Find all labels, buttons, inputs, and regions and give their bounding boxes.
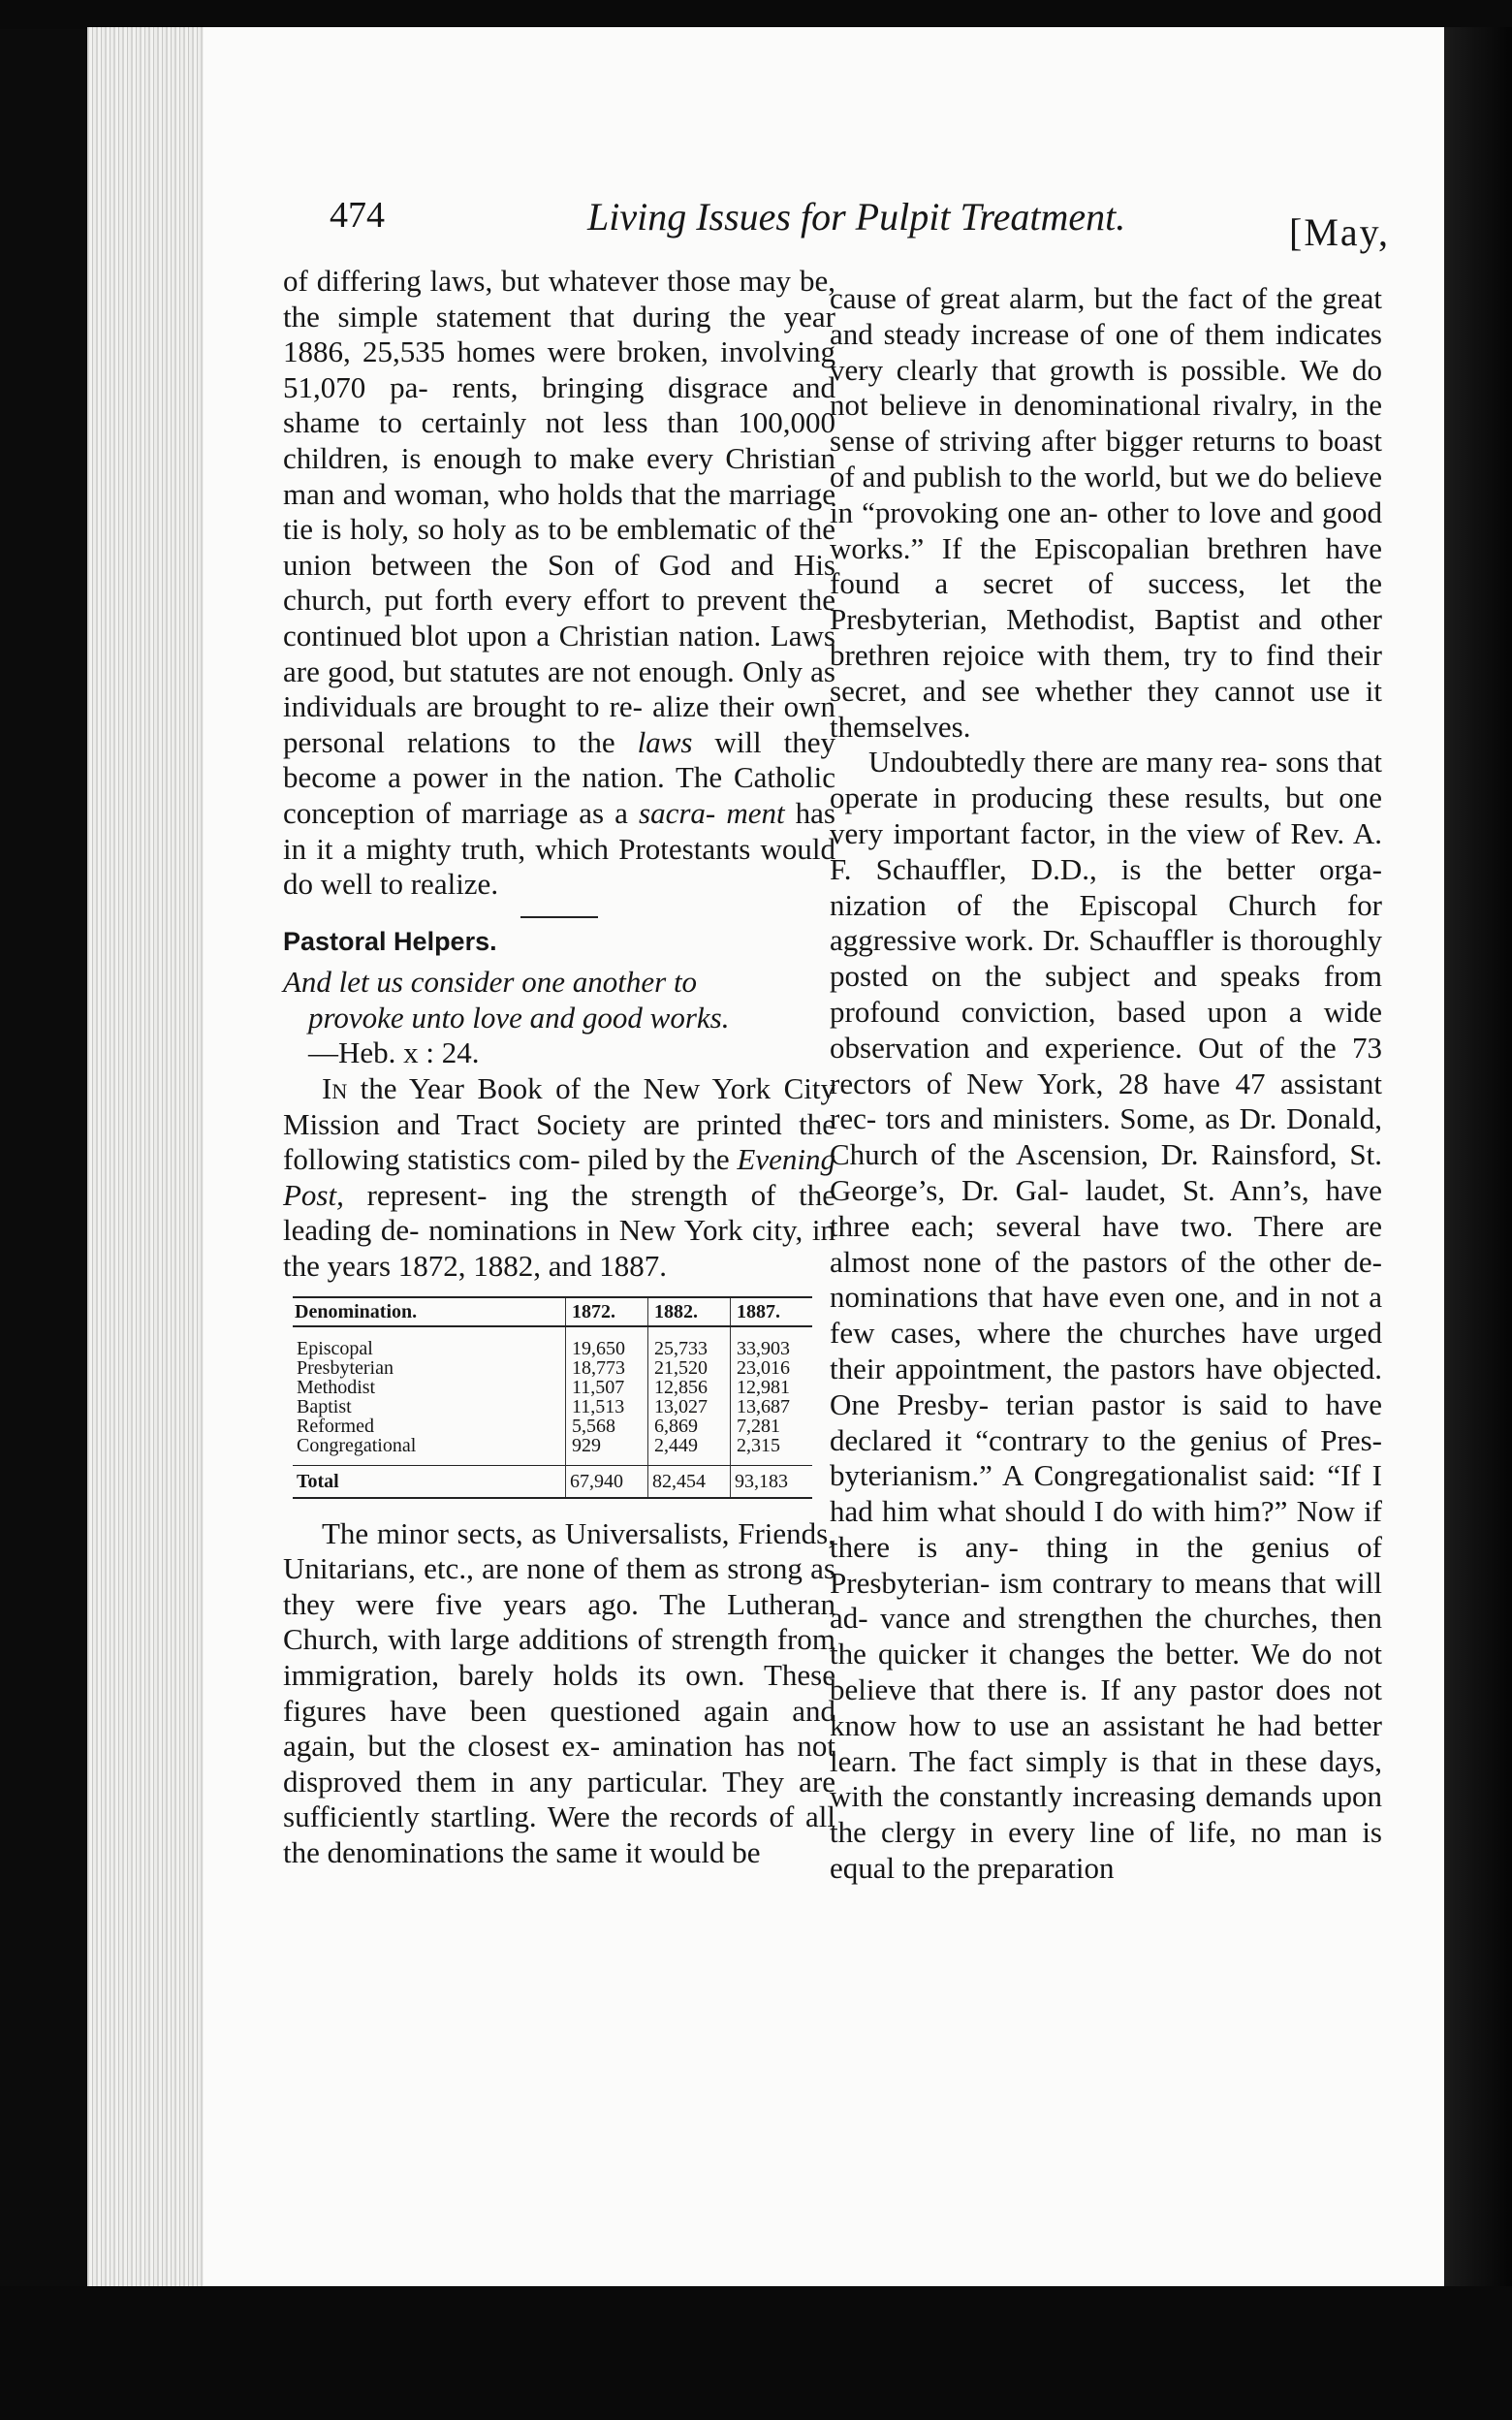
left-paragraph-1: of differing laws, but whatever those may be, the simple statement that during the year 1886, 25,535 homes were broken, involving 51,070 pa- rents, bringing disgrace and shame to certainly not less than 100,000 children, is enough to make every Christian man and woman, who holds that the marriage tie is holy, so holy as to be emblematic of the union between the Son of God and His church, put forth every effort to prevent the continued blot upon a Christian nation. Laws are good, but statutes are not enough. Only as individuals are brought to re- alize their own personal relations to the laws will they become a power in the nation. The Catholic conception of marriage as a sacra- ment has in it a mighty truth, which Protestants would do well to realize. [283, 264, 835, 902]
denomination-statistics-table [293, 1296, 812, 1499]
table-row: Presbyterian 18,773 21,520 23,016 [293, 1358, 812, 1378]
left-column [283, 264, 835, 1871]
table-row: Episcopal 19,650 25,733 33,903 [293, 1326, 812, 1358]
page-header [330, 194, 1391, 271]
header-denomination: Denomination. [293, 1297, 566, 1326]
header-1887: 1887. [731, 1297, 813, 1326]
page-edge-stack [87, 27, 204, 2286]
left-paragraph-2: In the Year Book of the New York City Mission and Tract Society are printed the following statistics com- piled by the Evening Post, represent- ing the strength of the leading de- nominations in New York city, in the years 1872, 1882, and 1887. [283, 1071, 835, 1284]
italic-laws: laws [637, 724, 693, 759]
epigraph-line-1: And let us consider one another to [283, 965, 698, 1000]
left-paragraph-3: The minor sects, as Universalists, Friends, Unitarians, etc., are none of them as strong as they were five years ago. The Lutheran Church, with large additions of strength from immigration, barely holds its own. These figures have been questioned again and again, but the closest ex- amination has not disproved them in any particular. They are sufficiently startling. Were the records of all the denominations the same it would be [283, 1515, 835, 1869]
right-paragraph-1: cause of great alarm, but the fact of the great and steady increase of one of them indicates very clearly that growth is possible. We do not believe in denominational rivalry, in the sense of striving after bigger returns to boast of and publish to the world, but we do believe in “provoking one an- other to love and good works.” If the Episcopalian brethren have found a secret of success, let the Presbyterian, Methodist, Baptist and other brethren rejoice with them, try to find their secret, and see whether they cannot use it themselves. [830, 281, 1382, 744]
header-1872: 1872. [566, 1297, 648, 1326]
running-month: [May, [1289, 210, 1391, 254]
header-1882: 1882. [648, 1297, 731, 1326]
table-row: Baptist 11,513 13,027 13,687 [293, 1397, 812, 1417]
table-total-row: Total 67,940 82,454 93,183 [293, 1465, 812, 1498]
section-divider [520, 916, 598, 918]
table-row: Methodist 11,507 12,856 12,981 [293, 1378, 812, 1397]
table-row: Reformed 5,568 6,869 7,281 [293, 1417, 812, 1436]
table-header-row [293, 1297, 812, 1326]
epigraph-line-2: provoke unto love and good works. [308, 1000, 730, 1035]
italic-sacrament: sacra- ment [639, 795, 785, 830]
page-number: 474 [330, 195, 385, 236]
scan-bottom-border [0, 2286, 1512, 2420]
section-heading: Pastoral Helpers. [283, 926, 497, 956]
right-column [830, 281, 1382, 1887]
right-paragraph-2: Undoubtedly there are many rea- sons that operate in producing these results, but one very important factor, in the view of Rev. A. F. Schauffler, D.D., is the better orga- nization of the Episcopal Church for aggressive work. Dr. Schauffler is thoroughly posted on the subject and speaks from profound conviction, based upon a wide observation and experience. Out of the 73 rectors of New York, 28 have 47 assistant rec- tors and ministers. Some, as Dr. Donald, Church of the Ascension, Dr. Rainsford, St. George’s, Dr. Gal- laudet, St. Ann’s, have three each; several have two. There are almost none of the pastors of the other de- nominations that have even one, and in not a few cases, where the churches have urged their appointment, the pastors have objected. One Presby- terian pastor is said to have declared it “contrary to the genius of Pres- byterianism.” A Congregationalist said: “If I had him what should I do with him?” Now if there is any- thing in the genius of Presbyterian- ism contrary to means that will ad- vance and strengthen the churches, then the quicker it changes the better. We do not believe that there is. If any pastor does not know how to use an assistant he had better learn. The fact simply is that in these days, with the constantly increasing demands upon the clergy in every line of life, no man is equal to the preparation [830, 745, 1382, 1886]
scan-top-border [0, 0, 1512, 29]
epigraph-citation: —Heb. x : 24. [308, 1035, 480, 1070]
table-row: Congregational 929 2,449 2,315 [293, 1436, 812, 1466]
italic-evening-post: Evening Post, [283, 1142, 835, 1212]
running-title: Living Issues for Pulpit Treatment. [587, 195, 1126, 239]
book-spine-shadow [1444, 27, 1512, 2286]
